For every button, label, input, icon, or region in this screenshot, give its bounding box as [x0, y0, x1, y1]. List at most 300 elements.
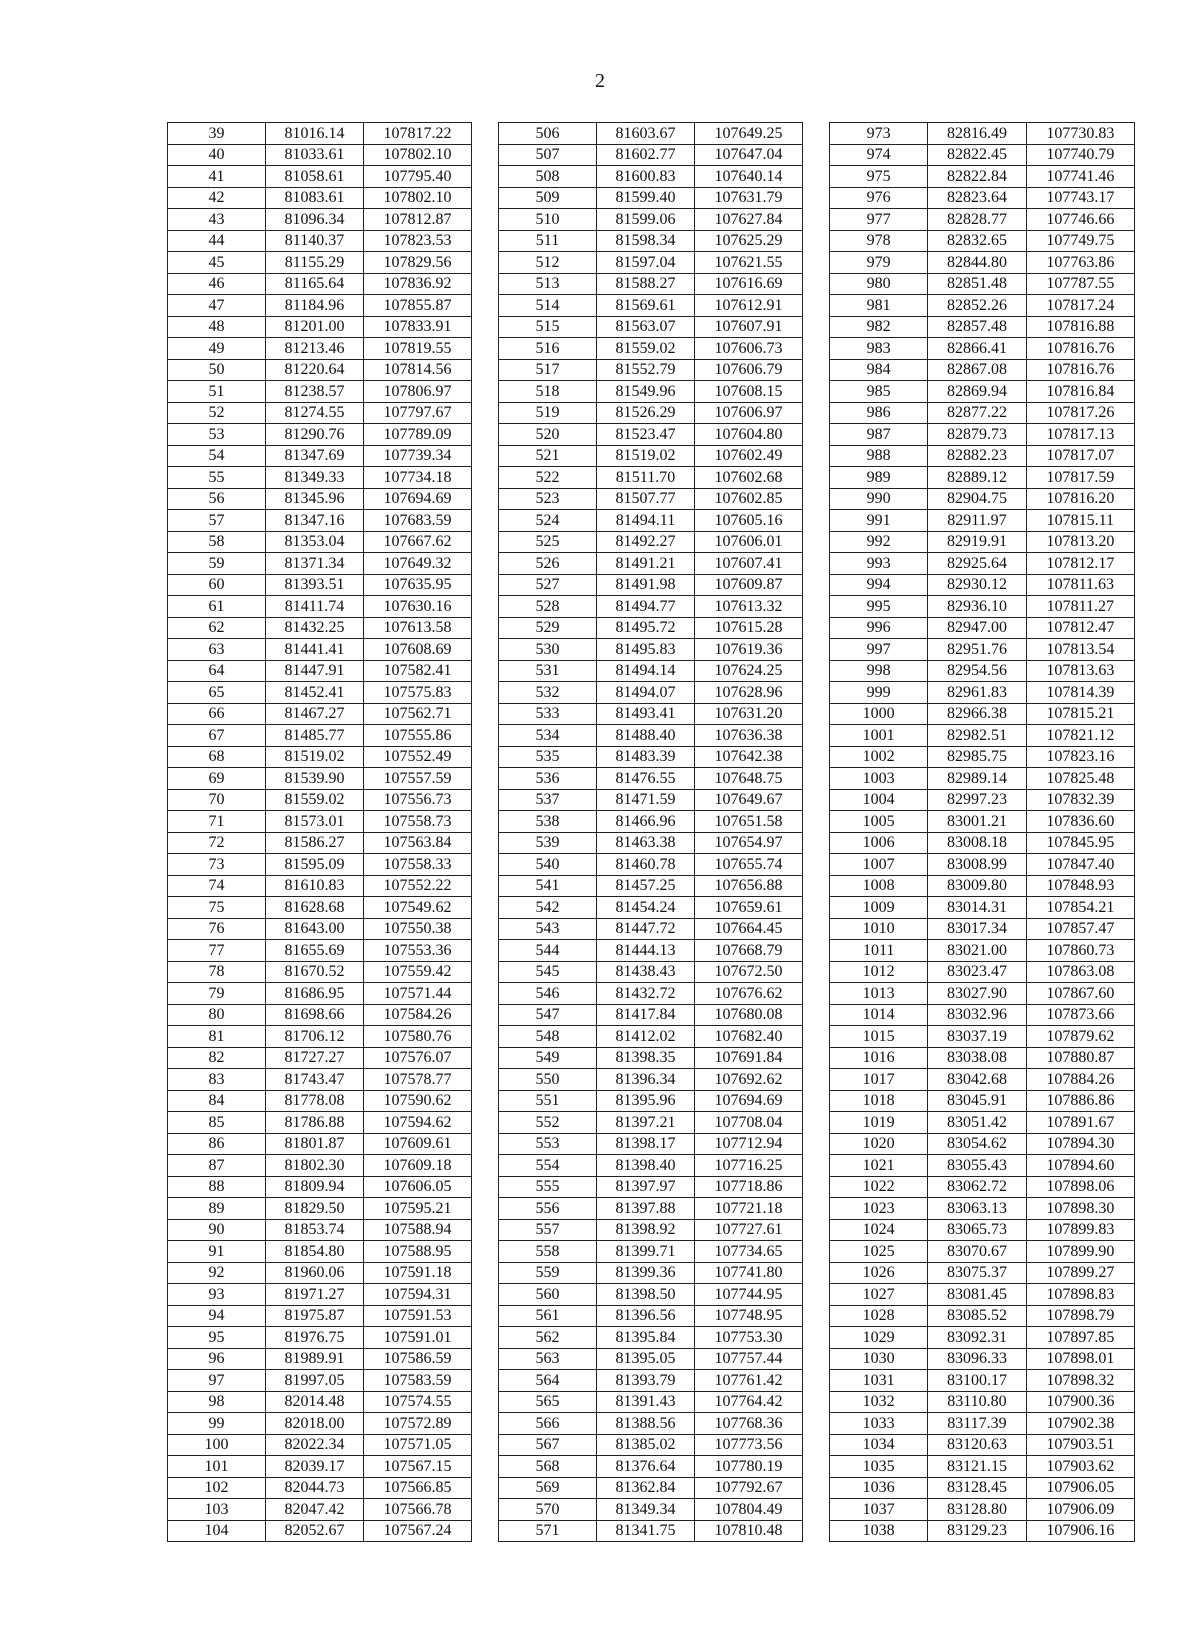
x-coordinate-cell: 81670.52 [266, 961, 364, 983]
x-coordinate-cell: 81483.39 [597, 746, 695, 768]
x-coordinate-cell: 81411.74 [266, 596, 364, 618]
point-number-cell: 996 [830, 617, 928, 639]
point-number-cell: 91 [168, 1241, 266, 1263]
point-number-cell: 1021 [830, 1155, 928, 1177]
point-number-cell: 61 [168, 596, 266, 618]
point-number-cell: 988 [830, 445, 928, 467]
point-number-cell: 73 [168, 854, 266, 876]
x-coordinate-cell: 81599.06 [597, 209, 695, 231]
y-coordinate-cell: 107628.96 [695, 682, 803, 704]
table-row [499, 1327, 803, 1349]
point-number-cell: 508 [499, 166, 597, 188]
y-coordinate-cell: 107574.55 [364, 1391, 472, 1413]
table-row [830, 1413, 1135, 1435]
y-coordinate-cell: 107802.10 [364, 187, 472, 209]
y-coordinate-cell: 107898.01 [1026, 1348, 1134, 1370]
table-row [830, 166, 1135, 188]
y-coordinate-cell: 107594.62 [364, 1112, 472, 1134]
point-number-cell: 44 [168, 230, 266, 252]
x-coordinate-cell: 83070.67 [928, 1241, 1026, 1263]
x-coordinate-cell: 81454.24 [597, 897, 695, 919]
point-number-cell: 565 [499, 1391, 597, 1413]
x-coordinate-cell: 81597.04 [597, 252, 695, 274]
x-coordinate-cell: 81549.96 [597, 381, 695, 403]
x-coordinate-cell: 81539.90 [266, 768, 364, 790]
x-coordinate-cell: 81058.61 [266, 166, 364, 188]
point-number-cell: 84 [168, 1090, 266, 1112]
point-number-cell: 58 [168, 531, 266, 553]
point-number-cell: 545 [499, 961, 597, 983]
point-number-cell: 984 [830, 359, 928, 381]
y-coordinate-cell: 107899.90 [1026, 1241, 1134, 1263]
table-row [168, 488, 472, 510]
x-coordinate-cell: 81495.72 [597, 617, 695, 639]
x-coordinate-cell: 81586.27 [266, 832, 364, 854]
table-row [830, 596, 1135, 618]
x-coordinate-cell: 83038.08 [928, 1047, 1026, 1069]
point-number-cell: 523 [499, 488, 597, 510]
y-coordinate-cell: 107659.61 [695, 897, 803, 919]
table-row [830, 1004, 1135, 1026]
table-row [168, 1112, 472, 1134]
point-number-cell: 68 [168, 746, 266, 768]
table-row [168, 596, 472, 618]
x-coordinate-cell: 83121.15 [928, 1456, 1026, 1478]
table-row [830, 1090, 1135, 1112]
x-coordinate-cell: 82014.48 [266, 1391, 364, 1413]
point-number-cell: 1001 [830, 725, 928, 747]
table-row [830, 1477, 1135, 1499]
table-row [830, 1069, 1135, 1091]
table-row [499, 1456, 803, 1478]
point-number-cell: 65 [168, 682, 266, 704]
table-row [830, 402, 1135, 424]
y-coordinate-cell: 107694.69 [364, 488, 472, 510]
y-coordinate-cell: 107792.67 [695, 1477, 803, 1499]
y-coordinate-cell: 107773.56 [695, 1434, 803, 1456]
table-row [168, 359, 472, 381]
point-number-cell: 995 [830, 596, 928, 618]
table-row [499, 854, 803, 876]
table-row [830, 768, 1135, 790]
y-coordinate-cell: 107797.67 [364, 402, 472, 424]
x-coordinate-cell: 81396.34 [597, 1069, 695, 1091]
point-number-cell: 69 [168, 768, 266, 790]
x-coordinate-cell: 81471.59 [597, 789, 695, 811]
y-coordinate-cell: 107557.59 [364, 768, 472, 790]
table-row [499, 1413, 803, 1435]
table-row [830, 789, 1135, 811]
table-row [499, 1026, 803, 1048]
x-coordinate-cell: 81511.70 [597, 467, 695, 489]
point-number-cell: 89 [168, 1198, 266, 1220]
point-number-cell: 1002 [830, 746, 928, 768]
point-number-cell: 59 [168, 553, 266, 575]
y-coordinate-cell: 107578.77 [364, 1069, 472, 1091]
table-row [830, 1284, 1135, 1306]
table-row [499, 983, 803, 1005]
x-coordinate-cell: 81140.37 [266, 230, 364, 252]
table-row [830, 1155, 1135, 1177]
y-coordinate-cell: 107823.16 [1026, 746, 1134, 768]
y-coordinate-cell: 107606.73 [695, 338, 803, 360]
table-row [499, 402, 803, 424]
point-number-cell: 987 [830, 424, 928, 446]
x-coordinate-cell: 81341.75 [597, 1520, 695, 1542]
y-coordinate-cell: 107594.31 [364, 1284, 472, 1306]
point-number-cell: 66 [168, 703, 266, 725]
point-number-cell: 1034 [830, 1434, 928, 1456]
y-coordinate-cell: 107664.45 [695, 918, 803, 940]
table-row [168, 123, 472, 145]
y-coordinate-cell: 107814.39 [1026, 682, 1134, 704]
point-number-cell: 1027 [830, 1284, 928, 1306]
table-row [499, 1069, 803, 1091]
x-coordinate-cell: 83065.73 [928, 1219, 1026, 1241]
table-row [168, 1413, 472, 1435]
table-row [830, 854, 1135, 876]
point-number-cell: 563 [499, 1348, 597, 1370]
table-row [168, 811, 472, 833]
x-coordinate-cell: 81393.51 [266, 574, 364, 596]
y-coordinate-cell: 107906.05 [1026, 1477, 1134, 1499]
x-coordinate-cell: 83128.80 [928, 1499, 1026, 1521]
y-coordinate-cell: 107863.08 [1026, 961, 1134, 983]
table-row [830, 1499, 1135, 1521]
table-row [499, 639, 803, 661]
table-row [168, 1499, 472, 1521]
point-number-cell: 553 [499, 1133, 597, 1155]
point-number-cell: 1013 [830, 983, 928, 1005]
point-number-cell: 533 [499, 703, 597, 725]
point-number-cell: 552 [499, 1112, 597, 1134]
x-coordinate-cell: 83096.33 [928, 1348, 1026, 1370]
table-row [830, 897, 1135, 919]
table-row [830, 144, 1135, 166]
x-coordinate-cell: 81290.76 [266, 424, 364, 446]
table-row [830, 1047, 1135, 1069]
y-coordinate-cell: 107757.44 [695, 1348, 803, 1370]
y-coordinate-cell: 107832.39 [1026, 789, 1134, 811]
point-number-cell: 522 [499, 467, 597, 489]
table-row [168, 832, 472, 854]
table-row [168, 1133, 472, 1155]
x-coordinate-cell: 81476.55 [597, 768, 695, 790]
point-number-cell: 1031 [830, 1370, 928, 1392]
table-row [168, 789, 472, 811]
y-coordinate-cell: 107813.54 [1026, 639, 1134, 661]
y-coordinate-cell: 107740.79 [1026, 144, 1134, 166]
table-row [830, 1133, 1135, 1155]
x-coordinate-cell: 83110.80 [928, 1391, 1026, 1413]
x-coordinate-cell: 81599.40 [597, 187, 695, 209]
y-coordinate-cell: 107727.61 [695, 1219, 803, 1241]
x-coordinate-cell: 81432.25 [266, 617, 364, 639]
x-coordinate-cell: 81395.84 [597, 1327, 695, 1349]
y-coordinate-cell: 107571.44 [364, 983, 472, 1005]
x-coordinate-cell: 81801.87 [266, 1133, 364, 1155]
point-number-cell: 567 [499, 1434, 597, 1456]
y-coordinate-cell: 107683.59 [364, 510, 472, 532]
x-coordinate-cell: 81507.77 [597, 488, 695, 510]
y-coordinate-cell: 107825.48 [1026, 768, 1134, 790]
table-row [168, 273, 472, 295]
x-coordinate-cell: 81184.96 [266, 295, 364, 317]
point-number-cell: 559 [499, 1262, 597, 1284]
x-coordinate-cell: 82925.64 [928, 553, 1026, 575]
y-coordinate-cell: 107806.97 [364, 381, 472, 403]
point-number-cell: 978 [830, 230, 928, 252]
table-row [830, 1112, 1135, 1134]
point-number-cell: 75 [168, 897, 266, 919]
x-coordinate-cell: 81809.94 [266, 1176, 364, 1198]
point-number-cell: 47 [168, 295, 266, 317]
point-number-cell: 564 [499, 1370, 597, 1392]
y-coordinate-cell: 107816.76 [1026, 338, 1134, 360]
point-number-cell: 46 [168, 273, 266, 295]
x-coordinate-cell: 82039.17 [266, 1456, 364, 1478]
point-number-cell: 93 [168, 1284, 266, 1306]
x-coordinate-cell: 83008.18 [928, 832, 1026, 854]
point-number-cell: 985 [830, 381, 928, 403]
y-coordinate-cell: 107640.14 [695, 166, 803, 188]
table-row [168, 1348, 472, 1370]
y-coordinate-cell: 107829.56 [364, 252, 472, 274]
y-coordinate-cell: 107566.78 [364, 1499, 472, 1521]
table-row [168, 1069, 472, 1091]
point-number-cell: 74 [168, 875, 266, 897]
x-coordinate-cell: 81398.35 [597, 1047, 695, 1069]
x-coordinate-cell: 81397.21 [597, 1112, 695, 1134]
x-coordinate-cell: 81460.78 [597, 854, 695, 876]
table-row [499, 682, 803, 704]
y-coordinate-cell: 107718.86 [695, 1176, 803, 1198]
y-coordinate-cell: 107761.42 [695, 1370, 803, 1392]
x-coordinate-cell: 81441.41 [266, 639, 364, 661]
table-row [499, 252, 803, 274]
x-coordinate-cell: 81559.02 [597, 338, 695, 360]
x-coordinate-cell: 81595.09 [266, 854, 364, 876]
y-coordinate-cell: 107816.76 [1026, 359, 1134, 381]
table-row [499, 768, 803, 790]
y-coordinate-cell: 107692.62 [695, 1069, 803, 1091]
point-number-cell: 54 [168, 445, 266, 467]
x-coordinate-cell: 81238.57 [266, 381, 364, 403]
y-coordinate-cell: 107584.26 [364, 1004, 472, 1026]
point-number-cell: 99 [168, 1413, 266, 1435]
point-number-cell: 527 [499, 574, 597, 596]
table-row [499, 273, 803, 295]
x-coordinate-cell: 81610.83 [266, 875, 364, 897]
x-coordinate-cell: 82930.12 [928, 574, 1026, 596]
x-coordinate-cell: 81399.36 [597, 1262, 695, 1284]
coordinates-table-1 [167, 122, 472, 1542]
y-coordinate-cell: 107819.55 [364, 338, 472, 360]
x-coordinate-cell: 82954.56 [928, 660, 1026, 682]
y-coordinate-cell: 107590.62 [364, 1090, 472, 1112]
y-coordinate-cell: 107625.29 [695, 230, 803, 252]
point-number-cell: 568 [499, 1456, 597, 1478]
y-coordinate-cell: 107636.38 [695, 725, 803, 747]
y-coordinate-cell: 107899.27 [1026, 1262, 1134, 1284]
x-coordinate-cell: 82982.51 [928, 725, 1026, 747]
x-coordinate-cell: 81213.46 [266, 338, 364, 360]
x-coordinate-cell: 82869.94 [928, 381, 1026, 403]
point-number-cell: 90 [168, 1219, 266, 1241]
table-row [168, 660, 472, 682]
point-number-cell: 570 [499, 1499, 597, 1521]
point-number-cell: 543 [499, 918, 597, 940]
table-row [168, 166, 472, 188]
y-coordinate-cell: 107813.63 [1026, 660, 1134, 682]
table-row [830, 1219, 1135, 1241]
y-coordinate-cell: 107898.32 [1026, 1370, 1134, 1392]
table-row [168, 209, 472, 231]
y-coordinate-cell: 107879.62 [1026, 1026, 1134, 1048]
table-row [168, 639, 472, 661]
point-number-cell: 566 [499, 1413, 597, 1435]
table-row [499, 961, 803, 983]
x-coordinate-cell: 81395.96 [597, 1090, 695, 1112]
table-row [830, 488, 1135, 510]
table-row [499, 1047, 803, 1069]
table-row [168, 1026, 472, 1048]
y-coordinate-cell: 107613.32 [695, 596, 803, 618]
point-number-cell: 976 [830, 187, 928, 209]
point-number-cell: 49 [168, 338, 266, 360]
y-coordinate-cell: 107847.40 [1026, 854, 1134, 876]
y-coordinate-cell: 107648.75 [695, 768, 803, 790]
coordinates-table-3 [829, 122, 1135, 1542]
x-coordinate-cell: 81347.69 [266, 445, 364, 467]
x-coordinate-cell: 83045.91 [928, 1090, 1026, 1112]
x-coordinate-cell: 81655.69 [266, 940, 364, 962]
y-coordinate-cell: 107619.36 [695, 639, 803, 661]
x-coordinate-cell: 81488.40 [597, 725, 695, 747]
y-coordinate-cell: 107906.16 [1026, 1520, 1134, 1542]
point-number-cell: 516 [499, 338, 597, 360]
table-row [499, 918, 803, 940]
y-coordinate-cell: 107606.01 [695, 531, 803, 553]
table-row [830, 703, 1135, 725]
y-coordinate-cell: 107763.86 [1026, 252, 1134, 274]
point-number-cell: 541 [499, 875, 597, 897]
x-coordinate-cell: 83021.00 [928, 940, 1026, 962]
point-number-cell: 513 [499, 273, 597, 295]
table-row [168, 1327, 472, 1349]
x-coordinate-cell: 81371.34 [266, 553, 364, 575]
y-coordinate-cell: 107899.83 [1026, 1219, 1134, 1241]
x-coordinate-cell: 82936.10 [928, 596, 1026, 618]
point-number-cell: 1032 [830, 1391, 928, 1413]
y-coordinate-cell: 107708.04 [695, 1112, 803, 1134]
table-row [499, 1198, 803, 1220]
point-number-cell: 1029 [830, 1327, 928, 1349]
y-coordinate-cell: 107804.49 [695, 1499, 803, 1521]
table-row [499, 1090, 803, 1112]
x-coordinate-cell: 81494.77 [597, 596, 695, 618]
y-coordinate-cell: 107608.15 [695, 381, 803, 403]
table-row [499, 123, 803, 145]
point-number-cell: 520 [499, 424, 597, 446]
coordinates-table-2 [498, 122, 803, 1542]
table-row [830, 1456, 1135, 1478]
page-number: 2 [595, 70, 605, 92]
point-number-cell: 547 [499, 1004, 597, 1026]
point-number-cell: 551 [499, 1090, 597, 1112]
x-coordinate-cell: 81960.06 [266, 1262, 364, 1284]
x-coordinate-cell: 81559.02 [266, 789, 364, 811]
y-coordinate-cell: 107780.19 [695, 1456, 803, 1478]
table-row [168, 1004, 472, 1026]
x-coordinate-cell: 81274.55 [266, 402, 364, 424]
table-row [168, 725, 472, 747]
table-row [830, 660, 1135, 682]
point-number-cell: 554 [499, 1155, 597, 1177]
table-row [168, 1262, 472, 1284]
x-coordinate-cell: 81466.96 [597, 811, 695, 833]
table-row [830, 1520, 1135, 1542]
x-coordinate-cell: 81588.27 [597, 273, 695, 295]
x-coordinate-cell: 81523.47 [597, 424, 695, 446]
table-row [830, 875, 1135, 897]
y-coordinate-cell: 107562.71 [364, 703, 472, 725]
point-number-cell: 980 [830, 273, 928, 295]
x-coordinate-cell: 81854.80 [266, 1241, 364, 1263]
y-coordinate-cell: 107734.65 [695, 1241, 803, 1263]
point-number-cell: 1012 [830, 961, 928, 983]
y-coordinate-cell: 107811.27 [1026, 596, 1134, 618]
y-coordinate-cell: 107817.26 [1026, 402, 1134, 424]
table-row [830, 1305, 1135, 1327]
point-number-cell: 977 [830, 209, 928, 231]
point-number-cell: 53 [168, 424, 266, 446]
point-number-cell: 518 [499, 381, 597, 403]
x-coordinate-cell: 81388.56 [597, 1413, 695, 1435]
point-number-cell: 1024 [830, 1219, 928, 1241]
table-row [499, 1391, 803, 1413]
x-coordinate-cell: 82985.75 [928, 746, 1026, 768]
table-row [830, 424, 1135, 446]
point-number-cell: 546 [499, 983, 597, 1005]
x-coordinate-cell: 81399.71 [597, 1241, 695, 1263]
point-number-cell: 1036 [830, 1477, 928, 1499]
table-row [168, 897, 472, 919]
y-coordinate-cell: 107891.67 [1026, 1112, 1134, 1134]
y-coordinate-cell: 107764.42 [695, 1391, 803, 1413]
point-number-cell: 1016 [830, 1047, 928, 1069]
table-row [830, 252, 1135, 274]
table-row [168, 295, 472, 317]
y-coordinate-cell: 107588.95 [364, 1241, 472, 1263]
x-coordinate-cell: 81349.34 [597, 1499, 695, 1521]
x-coordinate-cell: 81971.27 [266, 1284, 364, 1306]
table-row [830, 1026, 1135, 1048]
x-coordinate-cell: 82823.64 [928, 187, 1026, 209]
point-number-cell: 82 [168, 1047, 266, 1069]
point-number-cell: 1014 [830, 1004, 928, 1026]
point-number-cell: 506 [499, 123, 597, 145]
table-row [499, 295, 803, 317]
table-row [168, 1176, 472, 1198]
table-row [168, 1520, 472, 1542]
y-coordinate-cell: 107586.59 [364, 1348, 472, 1370]
point-number-cell: 529 [499, 617, 597, 639]
x-coordinate-cell: 81447.72 [597, 918, 695, 940]
x-coordinate-cell: 81853.74 [266, 1219, 364, 1241]
y-coordinate-cell: 107816.20 [1026, 488, 1134, 510]
x-coordinate-cell: 82989.14 [928, 768, 1026, 790]
